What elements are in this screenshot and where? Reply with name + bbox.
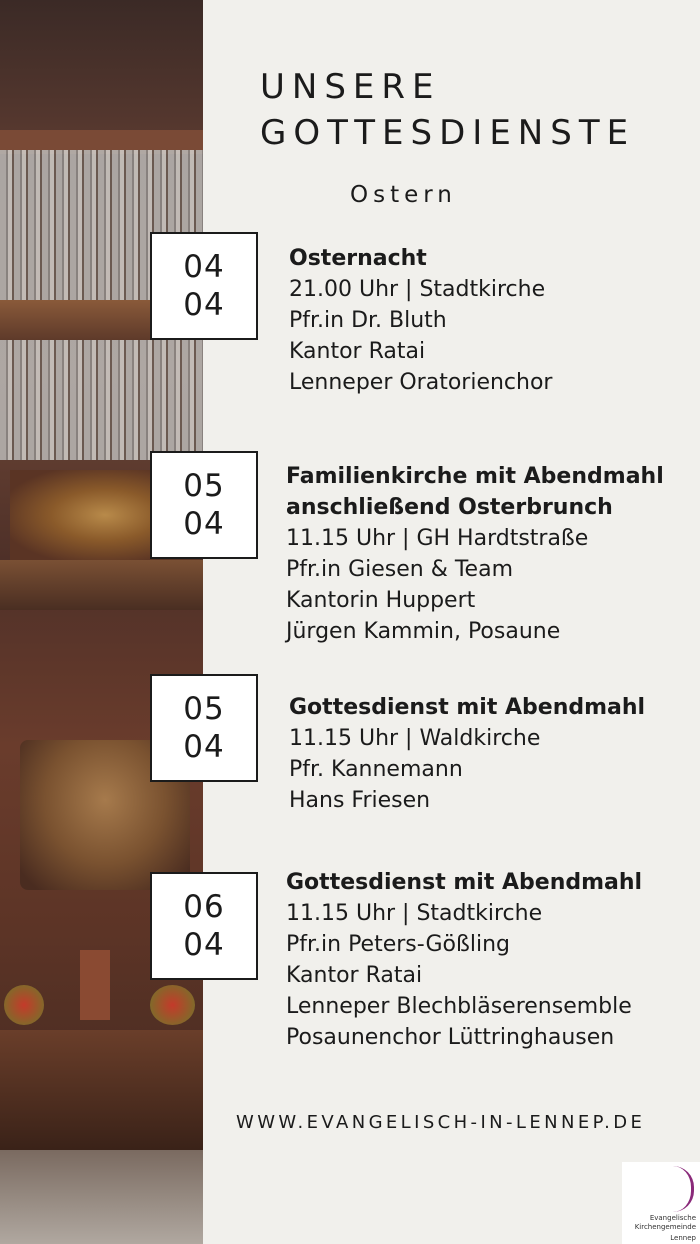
event-detail: Pfr. Kannemann bbox=[289, 757, 463, 782]
title-line-2: GOTTESDIENSTE bbox=[260, 113, 636, 153]
event-time-place: 11.15 Uhr | Stadtkirche bbox=[286, 901, 543, 926]
event-title: Gottesdienst mit Abendmahl bbox=[289, 695, 646, 720]
flowers-left bbox=[4, 985, 44, 1025]
event-time-place: 21.00 Uhr | Stadtkirche bbox=[289, 277, 546, 302]
church-photo bbox=[0, 0, 203, 1244]
event-detail: Pfr.in Peters-Gößling bbox=[286, 932, 511, 957]
date-day: 04 bbox=[183, 249, 225, 285]
event-item bbox=[289, 243, 552, 398]
logo-text-line-1: Evangelische bbox=[649, 1214, 696, 1222]
crucifix bbox=[80, 950, 110, 1020]
event-detail: Kantor Ratai bbox=[286, 963, 423, 988]
website-link[interactable]: WWW.EVANGELISCH-IN-LENNEP.DE bbox=[236, 1112, 646, 1133]
date-month: 04 bbox=[183, 729, 225, 765]
logo-text-line-2: Kirchengemeinde bbox=[634, 1223, 696, 1231]
event-item bbox=[286, 867, 642, 1053]
event-detail: Posaunenchor Lüttringhausen bbox=[286, 1025, 615, 1050]
date-box bbox=[150, 451, 258, 559]
page-title bbox=[260, 64, 680, 156]
event-item bbox=[289, 692, 645, 816]
date-day: 05 bbox=[183, 468, 225, 504]
date-month: 04 bbox=[183, 927, 225, 963]
event-detail: Lenneper Oratorienchor bbox=[289, 370, 553, 395]
event-detail: Jürgen Kammin, Posaune bbox=[286, 619, 561, 644]
event-title: Gottesdienst mit Abendmahl bbox=[286, 870, 643, 895]
event-detail: Lenneper Blechbläserensemble bbox=[286, 994, 632, 1019]
date-day: 05 bbox=[183, 691, 225, 727]
event-detail: Kantorin Huppert bbox=[286, 588, 476, 613]
event-detail: Kantor Ratai bbox=[289, 339, 426, 364]
event-title: anschließend Osterbrunch bbox=[286, 495, 613, 520]
logo-text-line-3: Lennep bbox=[670, 1234, 696, 1242]
organ-ledge bbox=[0, 560, 203, 610]
event-title: Osternacht bbox=[289, 246, 427, 271]
date-box bbox=[150, 674, 258, 782]
page-subtitle: Ostern bbox=[350, 182, 457, 208]
date-day: 06 bbox=[183, 889, 225, 925]
logo-mark-icon bbox=[673, 1166, 694, 1212]
date-box bbox=[150, 872, 258, 980]
floor bbox=[0, 1150, 203, 1244]
event-item bbox=[286, 461, 664, 647]
event-detail: Pfr.in Giesen & Team bbox=[286, 557, 514, 582]
title-line-1: UNSERE bbox=[260, 67, 441, 107]
event-detail: Pfr.in Dr. Bluth bbox=[289, 308, 447, 333]
date-month: 04 bbox=[183, 506, 225, 542]
event-time-place: 11.15 Uhr | Waldkirche bbox=[289, 726, 541, 751]
flowers-right bbox=[150, 985, 195, 1025]
event-title: Familienkirche mit Abendmahl bbox=[286, 464, 664, 489]
date-month: 04 bbox=[183, 287, 225, 323]
event-detail: Hans Friesen bbox=[289, 788, 431, 813]
event-time-place: 11.15 Uhr | GH Hardtstraße bbox=[286, 526, 589, 551]
altar bbox=[0, 1030, 203, 1150]
church-logo bbox=[622, 1162, 700, 1244]
date-box bbox=[150, 232, 258, 340]
